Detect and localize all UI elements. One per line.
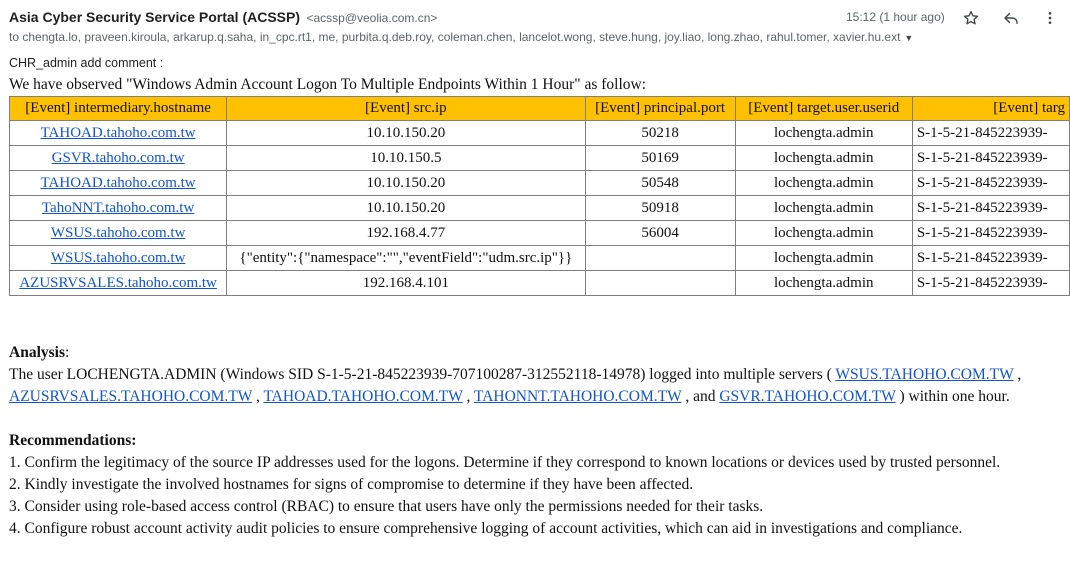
- analysis-link-wsus[interactable]: WSUS.TAHOHO.COM.TW: [835, 366, 1014, 383]
- table-row: [10, 271, 1070, 296]
- userid-cell: lochengta.admin: [735, 121, 912, 146]
- src-ip-cell: 192.168.4.101: [227, 271, 585, 296]
- hostname-link[interactable]: TAHOAD.tahoho.com.tw: [40, 124, 196, 141]
- analysis-link-gsvr[interactable]: GSVR.TAHOHO.COM.TW: [719, 388, 896, 405]
- table-row: [10, 121, 1070, 146]
- recommendations-heading: Recommendations:: [9, 432, 137, 449]
- recommendations-section: [9, 430, 1064, 540]
- column-header: [Event] targ: [912, 97, 1069, 121]
- column-header: [Event] intermediary.hostname: [10, 97, 227, 121]
- src-ip-cell: 10.10.150.20: [227, 121, 585, 146]
- sender-email: <acssp@veolia.com.cn>: [306, 11, 438, 25]
- hostname-link[interactable]: WSUS.tahoho.com.tw: [50, 249, 186, 266]
- analysis-text-before: The user LOCHENGTA.ADMIN (Windows SID S-1-5-21-845223939-707100287-312552118-14978) logged into multiple servers (: [9, 366, 836, 383]
- target-cell: S-1-5-21-845223939-: [912, 196, 1069, 221]
- hostname-link[interactable]: GSVR.tahoho.com.tw: [51, 149, 185, 166]
- port-cell: [585, 271, 735, 296]
- email-header: [9, 9, 1070, 49]
- userid-cell: lochengta.admin: [735, 146, 912, 171]
- src-ip-cell: 10.10.150.20: [227, 171, 585, 196]
- analysis-heading: Analysis: [9, 344, 65, 361]
- show-details-icon[interactable]: ▼: [904, 33, 914, 43]
- table-row: [10, 146, 1070, 171]
- recommendation-item: 1. Confirm the legitimacy of the source IP addresses used for the logons. Determine if they correspond to known locations or devices used by trusted personnel.: [9, 454, 1001, 471]
- userid-cell: lochengta.admin: [735, 171, 912, 196]
- hostname-link[interactable]: AZUSRVSALES.tahoho.com.tw: [19, 274, 217, 291]
- analysis-link-azusrvsales[interactable]: AZUSRVSALES.TAHOHO.COM.TW: [9, 388, 253, 405]
- port-cell: 50218: [585, 121, 735, 146]
- event-table-container: [9, 96, 1070, 296]
- table-row: [10, 171, 1070, 196]
- userid-cell: lochengta.admin: [735, 196, 912, 221]
- target-cell: S-1-5-21-845223939-: [912, 221, 1069, 246]
- star-icon[interactable]: [960, 7, 982, 29]
- timestamp: 15:12 (1 hour ago): [846, 10, 945, 24]
- target-cell: S-1-5-21-845223939-: [912, 171, 1069, 196]
- analysis-text-after: ) within one hour.: [895, 388, 1010, 405]
- column-header: [Event] target.user.userid: [735, 97, 912, 121]
- port-cell: 50169: [585, 146, 735, 171]
- hostname-link[interactable]: TahoNNT.tahoho.com.tw: [41, 199, 195, 216]
- target-cell: S-1-5-21-845223939-: [912, 121, 1069, 146]
- recipients-text: to chengta.lo, praveen.kiroula, arkarup.q.saha, in_cpc.rt1, me, purbita.q.deb.roy, coleman.chen, lancelot.wong, steve.hung, joy.liao, long.zhao, rahul.tomer, xavier.hu.ext: [9, 30, 901, 44]
- analysis-link-tahoad[interactable]: TAHOAD.TAHOHO.COM.TW: [263, 388, 463, 405]
- port-cell: 56004: [585, 221, 735, 246]
- recipients-line[interactable]: [9, 30, 913, 44]
- column-header: [Event] src.ip: [227, 97, 585, 121]
- target-cell: S-1-5-21-845223939-: [912, 146, 1069, 171]
- table-row: [10, 246, 1070, 271]
- hostname-link[interactable]: WSUS.tahoho.com.tw: [50, 224, 186, 241]
- userid-cell: lochengta.admin: [735, 221, 912, 246]
- table-row: [10, 221, 1070, 246]
- src-ip-cell: {"entity":{"namespace":"","eventField":"udm.src.ip"}}: [227, 246, 585, 271]
- src-ip-cell: 10.10.150.20: [227, 196, 585, 221]
- event-table: [9, 96, 1070, 296]
- table-header-row: [10, 97, 1070, 121]
- column-header: [Event] principal.port: [585, 97, 735, 121]
- src-ip-cell: 10.10.150.5: [227, 146, 585, 171]
- target-cell: S-1-5-21-845223939-: [912, 246, 1069, 271]
- src-ip-cell: 192.168.4.77: [227, 221, 585, 246]
- port-cell: 50918: [585, 196, 735, 221]
- port-cell: [585, 246, 735, 271]
- analysis-and: and: [693, 388, 716, 405]
- reply-icon[interactable]: [1000, 7, 1022, 29]
- target-cell: S-1-5-21-845223939-: [912, 271, 1069, 296]
- table-row: [10, 196, 1070, 221]
- hostname-link[interactable]: TAHOAD.tahoho.com.tw: [40, 174, 196, 191]
- recommendation-item: 4. Configure robust account activity audit policies to ensure comprehensive logging of account activities, which can aid in investigations and compliance.: [9, 520, 963, 537]
- port-cell: 50548: [585, 171, 735, 196]
- analysis-section: Analysis: The user LOCHENGTA.ADMIN (Windows SID S-1-5-21-845223939-707100287-312552118-14978) logged into multiple servers ( WSUS.TAHOHO.COM.TW , AZUSRVSALES.TAHOHO.COM.TW , TAHOAD.TAHOHO.COM.TW , TAHONNT.TAHOHO.COM.TW , and GSVR.TAHOHO.COM.TW ) within one hour.: [9, 342, 1059, 408]
- recommendation-item: 2. Kindly investigate the involved hostnames for signs of compromise to determine if they have been affected.: [9, 476, 694, 493]
- recommendation-item: 3. Consider using role-based access control (RBAC) to ensure that users have only the permissions needed for their tasks.: [9, 498, 764, 515]
- analysis-link-tahonnt[interactable]: TAHONNT.TAHOHO.COM.TW: [473, 388, 682, 405]
- more-options-icon[interactable]: [1039, 7, 1061, 29]
- analysis-text: The user LOCHENGTA.ADMIN (Windows SID S-1-5-21-845223939-707100287-312552118-14978) logged into multiple servers ( WSUS.TAHOHO.COM.TW , AZUSRVSALES.TAHOHO.COM.TW , TAHOAD.TAHOHO.COM.TW , TAHONNT.TAHOHO.COM.TW , and GSVR.TAHOHO.COM.TW ) within one hour.: [9, 366, 1022, 405]
- sender-name[interactable]: Asia Cyber Security Service Portal (ACSSP): [9, 9, 301, 25]
- observed-line: We have observed "Windows Admin Account Logon To Multiple Endpoints Within 1 Hour" as follow:: [9, 76, 647, 93]
- userid-cell: lochengta.admin: [735, 246, 912, 271]
- comment-line: CHR_admin add comment :: [9, 56, 164, 70]
- userid-cell: lochengta.admin: [735, 271, 912, 296]
